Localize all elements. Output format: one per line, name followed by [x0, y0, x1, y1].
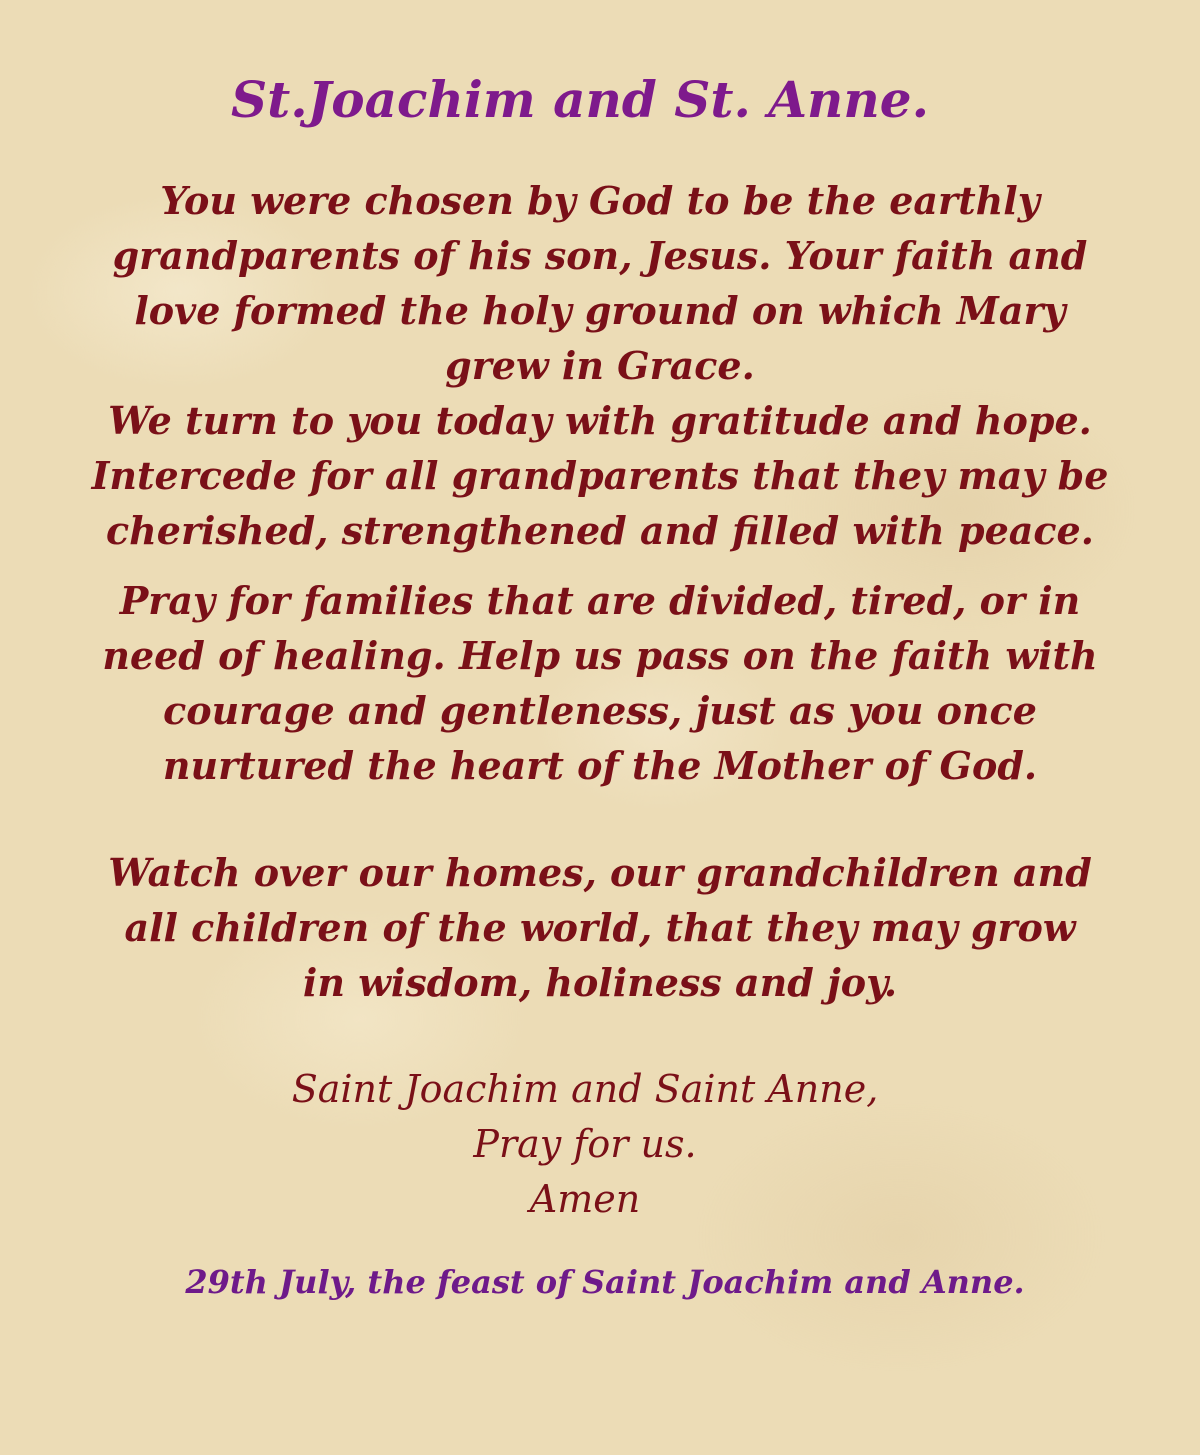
- prayer-line: Saint Joachim and Saint Anne,: [291, 1067, 879, 1111]
- prayer-line: You were chosen by God to be the earthly: [160, 178, 1040, 223]
- prayer-line: We turn to you today with gratitude and hope.: [108, 398, 1092, 443]
- prayer-paragraph-2: [40, 573, 1160, 793]
- prayer-paragraph-3: [40, 845, 1160, 1010]
- prayer-line: all children of the world, that they may grow: [124, 905, 1076, 950]
- prayer-line: nurtured the heart of the Mother of God.: [162, 743, 1038, 788]
- prayer-line: love formed the holy ground on which Mary: [134, 288, 1066, 333]
- prayer-line: cherished, strengthened and filled with peace.: [106, 508, 1094, 553]
- feast-date-footer: 29th July, the feast of Saint Joachim and Anne.: [185, 1263, 1025, 1301]
- prayer-line: grew in Grace.: [445, 343, 755, 388]
- prayer-line: in wisdom, holiness and joy.: [302, 960, 898, 1005]
- prayer-line: courage and gentleness, just as you once: [163, 688, 1037, 733]
- closing-invocation: [0, 1062, 1170, 1227]
- prayer-line: Watch over our homes, our grandchildren and: [108, 850, 1092, 895]
- prayer-paragraph-1: [40, 173, 1160, 558]
- prayer-line: grandparents of his son, Jesus. Your faith and: [112, 233, 1088, 278]
- page-title: St.Joachim and St. Anne.: [231, 70, 929, 129]
- amen-line: Amen: [529, 1177, 641, 1221]
- prayer-line: Pray for families that are divided, tired, or in: [119, 578, 1081, 623]
- prayer-line: need of healing. Help us pass on the faith with: [102, 633, 1098, 678]
- prayer-line: Pray for us.: [473, 1122, 697, 1166]
- prayer-line: Intercede for all grandparents that they may be: [91, 453, 1109, 498]
